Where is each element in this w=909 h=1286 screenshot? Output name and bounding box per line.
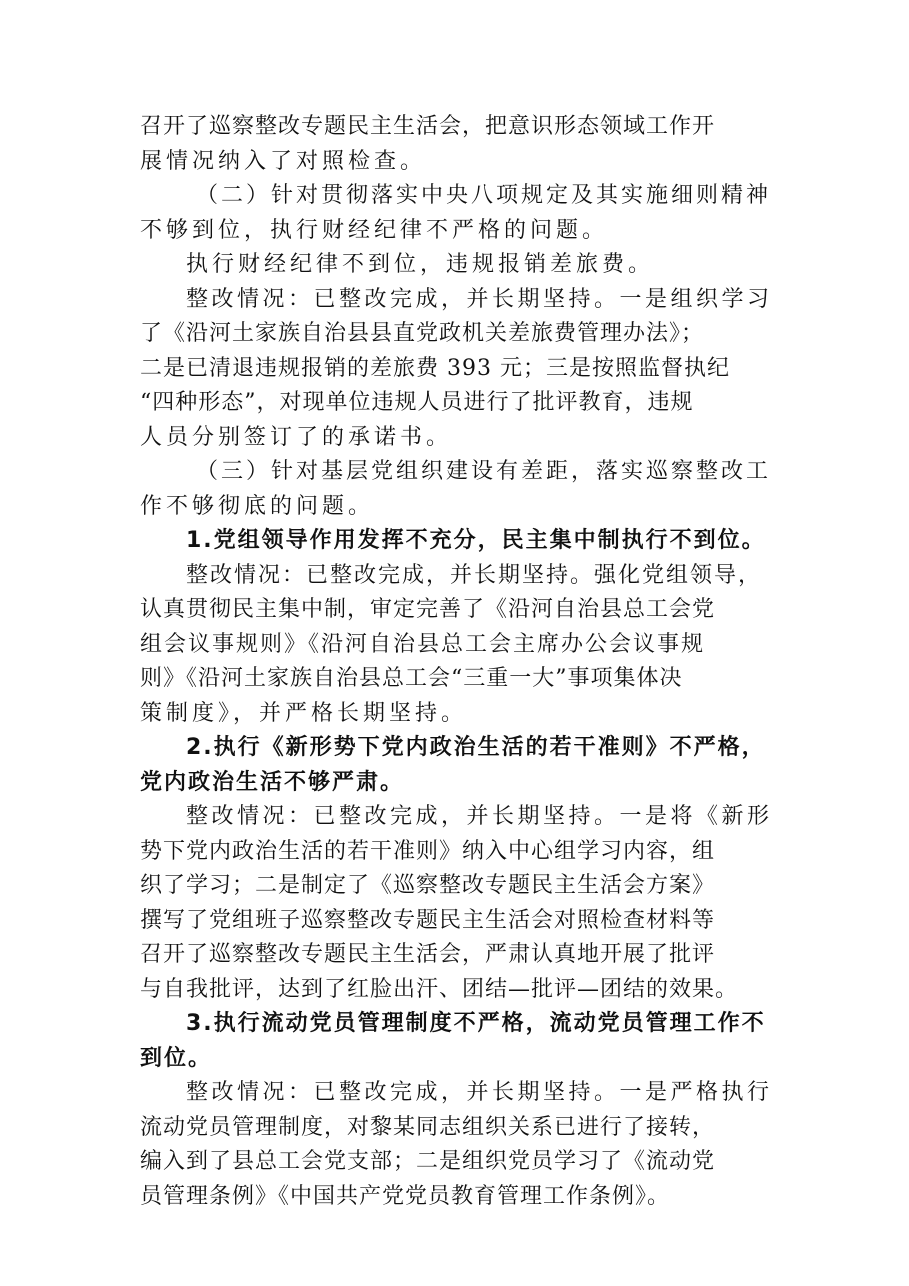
paragraph-line: 与自我批评，达到了红脸出汗、团结—批评—团结的效果。	[140, 976, 739, 1002]
paragraph-line: 展情况纳入了对照检查。	[140, 148, 427, 174]
paragraph-line: 整改情况：已整改完成，并长期坚持。一是严格执行	[186, 1080, 773, 1105]
paragraph-line: 势下党内政治生活的若干准则》纳入中心组学习内容，组	[140, 838, 716, 864]
paragraph-line: 员管理条例》《中国共产党党员教育管理工作条例》。	[140, 1183, 671, 1209]
paragraph-line: 撰写了党组班子巡察整改专题民主生活会对照检查材料等	[140, 907, 716, 933]
paragraph-line: “四种形态”，对现单位违规人员进行了批评教育，违规	[140, 390, 694, 415]
paragraph-line: 认真贯彻民主集中制，审定完善了《沿河自治县总工会党	[140, 597, 716, 622]
document-body	[140, 110, 780, 1214]
section-heading-3: （三）针对基层党组织建设有差距，落实巡察整改工	[196, 459, 772, 484]
paragraph-line: 编入到了县总工会党支部；二是组织党员学习了《流动党	[140, 1149, 716, 1174]
issue-statement: 执行财经纪律不到位，违规报销差旅费。	[186, 252, 655, 277]
section-heading-2-cont: 不够到位，执行财经纪律不严格的问题。	[140, 217, 609, 243]
section-heading-3-cont: 作不够彻底的问题。	[140, 493, 375, 519]
paragraph-line: 织了学习；二是制定了《巡察整改专题民主生活会方案》	[140, 873, 716, 898]
subheading-2: 2.执行《新形势下党内政治生活的若干准则》不严格，	[186, 735, 766, 760]
subheading-2-cont: 党内政治生活不够严肃。	[140, 769, 405, 795]
paragraph-line: 流动党员管理制度，对黎某同志组织关系已进行了接转，	[140, 1114, 716, 1140]
subheading-3: 3.执行流动党员管理制度不严格，流动党员管理工作不	[186, 1011, 766, 1036]
paragraph-line: 召开了巡察整改专题民主生活会，把意识形态领域工作开	[140, 114, 716, 139]
paragraph-line: 整改情况：已整改完成，并长期坚持。强化党组领导，	[186, 562, 763, 588]
paragraph-line: 则》《沿河土家族自治县总工会“三重一大”事项集体决	[140, 666, 683, 691]
subheading-1: 1.党组领导作用发挥不充分，民主集中制执行不到位。	[186, 528, 766, 553]
paragraph-line: 人员分别签订了的承诺书。	[140, 424, 453, 450]
paragraph-line: 二是已清退违规报销的差旅费 393 元；三是按照监督执纪	[140, 355, 730, 381]
subheading-3-cont: 到位。	[140, 1045, 213, 1071]
paragraph-line: 策制度》，并严格长期坚持。	[140, 700, 468, 726]
paragraph-line: 整改情况：已整改完成，并长期坚持。一是将《新形	[186, 804, 773, 829]
paragraph-line: 整改情况：已整改完成，并长期坚持。一是组织学习	[186, 286, 773, 312]
section-heading-2: （二）针对贯彻落实中央八项规定及其实施细则精神	[196, 183, 772, 208]
paragraph-line: 了《沿河土家族自治县县直党政机关差旅费管理办法》；	[140, 321, 705, 346]
paragraph-line: 组会议事规则》《沿河自治县总工会主席办公会议事规	[140, 631, 706, 657]
paragraph-line: 召开了巡察整改专题民主生活会，严肃认真地开展了批评	[140, 942, 716, 967]
